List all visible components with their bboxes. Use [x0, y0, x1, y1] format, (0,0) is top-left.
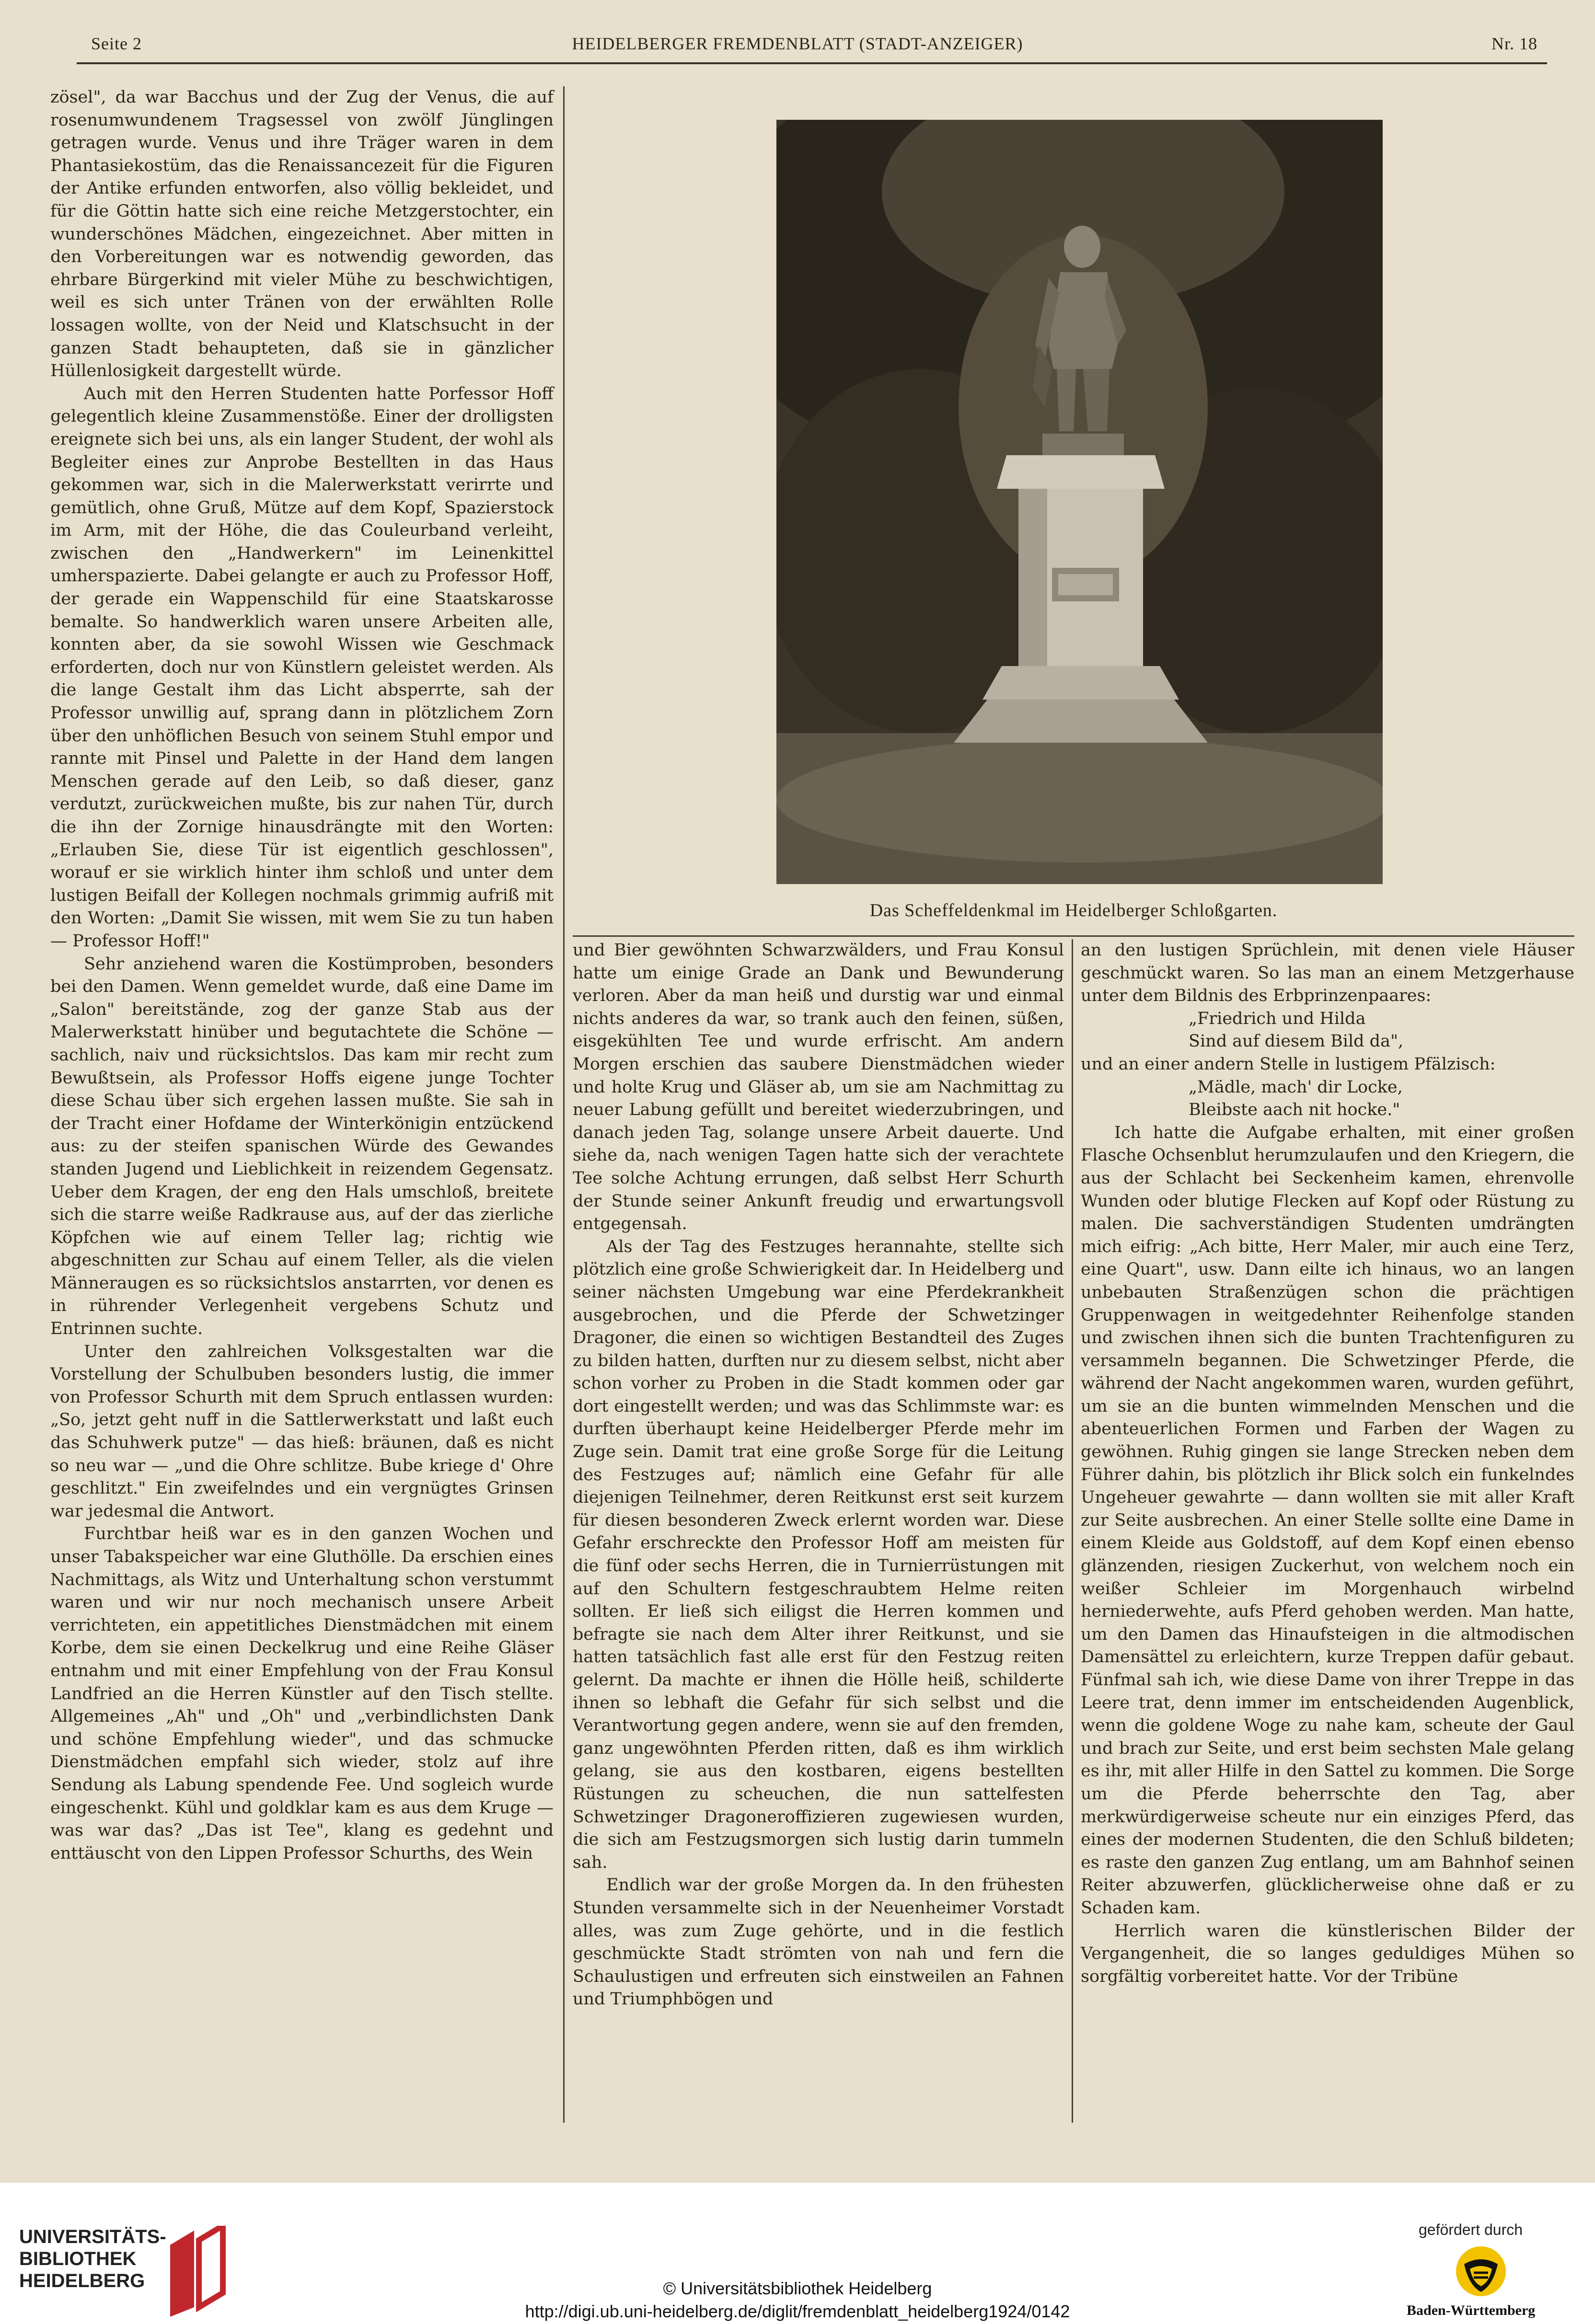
verse-line: Bleibste aach nit hocke." — [1189, 1100, 1400, 1120]
paragraph: Endlich war der große Morgen da. In den frühesten Stunden versammelte sich in der Neuenheimer Vorstadt alles, was zum Zuge gehörte, und in die festlich geschmückte Stadt strömten von nah und fern die Schaulustigen und erfreuten sich einstweilen an Fahnen und Triumphbögen und — [573, 1875, 1064, 2009]
paragraph: und an einer andern Stelle in lustigem Pfälzisch: — [1081, 1054, 1496, 1074]
header-rule — [77, 62, 1547, 64]
paragraph: und Bier gewöhnten Schwarzwälders, und Frau Konsul hatte um einige Grade an Dank und Bewunderung verloren. Aber da man heiß und durstig war und einmal nichts anderes da war, so trank auch den feinen, süßen, eisgekühlten Tee und wurde erfrischt. Am andern Morgen erschien das saubere Dienstmädchen wieder und holte Krug und Gläser ab, um sie am Nachmittag zu neuer Labung gefüllt und bereitet wiederzubringen, und danach jeden Tag, solange unsere Arbeit dauerte. Und siehe da, nach wenigen Tagen hatte sich der verachtete Tee solche Achtung errungen, daß selbst Herr Schurth der Stunde seiner Ankunft freudig und erwartungsvoll entgegensah. — [573, 941, 1064, 1234]
paragraph: zösel", da war Bacchus und der Zug der Venus, die auf rosenumwundenem Tragsessel von zwölf Jünglingen getragen wurde. Venus und ihre Träger waren in dem Phantasiekostüm, das die Renaissancezeit für die Figuren der Antike erfunden entworfen, also völlig bekleidet, und für die Göttin hatte sich eine reiche Metzgerstochter, ein wunderschönes Mädchen, eingezeichnet. Aber mitten in den Vorbereitungen war es notwendig geworden, das ehrbare Bürgerkind mit vieler Mühe zu beschwichtigen, weil es sich unter Tränen von der erwählten Rolle lossagen wollte, von der Neid und Klatschsucht in der ganzen Stadt behaupteten, daß sie in gänzlicher Hüllenlosigkeit dargestellt würde. — [50, 88, 554, 381]
caption-rule — [573, 935, 1574, 937]
paragraph: Unter den zahlreichen Volksgestalten war die Vorstellung der Schulbuben besonders lustig, die immer von Professor Schurth mit dem Spruch entlassen wurden: „So, jetzt geht nuff in die Sattlerwerkstatt und laßt euch das Schuhwerk putze" — das hieß: bräunen, daß es nicht so neu war — „und die Ohre schlitze. Bube kriege d' Ohre geschlitzt." Ein zweifelndes und ein vergnügtes Grinsen war jedesmal die Antwort. — [50, 1342, 554, 1521]
baden-wuerttemberg-crest-icon — [1455, 2245, 1507, 2298]
funded-by-label: gefördert durch — [1419, 2221, 1523, 2238]
permalink-url[interactable]: http://digi.ub.uni-heidelberg.de/diglit/fremdenblatt_heidelberg1924/0142 — [525, 2301, 1070, 2321]
copyright-notice: © Universitätsbibliothek Heidelberg — [663, 2278, 932, 2298]
paragraph: Furchtbar heiß war es in den ganzen Wochen und unser Tabakspeicher war eine Gluthölle. Da erschien eines Nachmittags, als Witz und Unterhaltung schon verstummt waren und wir nur noch mechanisch unsere Arbeit verrichteten, ein appetitliches Dienstmädchen mit einem Korbe, dem sie einen Deckelkrug und eine Reihe Gläser entnahm und mit einer Empfehlung von der Frau Konsul Landfried an die Herren Künstler auf den Tisch stellte. Allgemeines „Ah" und „Oh" und „verbindlichsten Dank und schöne Empfehlung wieder", und das schmucke Dienstmädchen empfahl sich wieder, stolz auf ihre Sendung als Labung spendende Fee. Und sogleich wurde eingeschenkt. Kühl und goldklar kam es aus dem Kruge — was war das? „Das ist Tee", klang es gedehnt und enttäuscht von den Lippen Professor Schurths, des Wein — [50, 1524, 554, 1863]
page-number: Seite 2 — [91, 34, 142, 53]
paragraph: Sehr anziehend waren die Kostümproben, besonders bei den Damen. Wenn gemeldet wurde, daß eine Dame im „Salon" bereitstände, zog der ganze Stab aus der Malerwerkstatt hinüber und begutachtete die Schöne — sachlich, naiv und rücksichtslos. Das kam mir recht zum Bewußtsein, als Professor Hoffs eigene junge Tochter diese Schau über sich ergehen lassen mußte. Sie sah in der Tracht einer Hofdame der Winterkönigin entzückend aus: zu der steifen spanischen Würde des Gewandes standen Jugend und Lieblichkeit in reizendem Gegensatz. Ueber dem Kragen, der eng den Hals umschloß, breitete sich die starre weiße Radkrause aus, auf der das zierliche Köpfchen wie auf einem Teller lag; richtig wie abgeschnitten zur Schau auf einem Teller, als die vielen Männeraugen es so rücksichtslos anstarrten, vor denen es in rührender Verlegenheit vergebens Schutz und Entrinnen suchte. — [50, 954, 554, 1339]
paragraph: an den lustigen Sprüchlein, mit denen viele Häuser geschmückt waren. So las man an einem Metzgerhause unter dem Bildnis des Erbprinzenpaares: — [1081, 941, 1574, 1006]
verse-line: „Friedrich und Hilda — [1189, 1009, 1366, 1028]
paragraph: Ich hatte die Aufgabe erhalten, mit einer großen Flasche Ochsenblut herumzulaufen und den Kriegern, die aus der Schlacht bei Seckenheim kamen, ehrenvolle Wunden oder blutige Flecken auf Kopf oder Rüstung zu malen. Die sachverständigen Studenten umdrängten mich eifrig: „Ach bitte, Herr Maler, mir auch eine Terz, eine Quart", usw. Dann eilte ich hinaus, wo an langen unbebauten Straßenzügen schon die prächtigen Gruppenwagen in weitgedehnter Reihenfolge standen und zwischen ihnen sich die bunten Trachtenfiguren zu versammeln begannen. Die Schwetzinger Pferde, die während der Nacht angekommen waren, wurden geführt, um sie an die bunten wimmelnden Menschen und die abenteuerlichen Formen und Farben der Wagen zu gewöhnen. Ruhig gingen sie lange Strecken neben dem Führer dahin, bis plötzlich ihr Blick solch ein funkelndes Ungeheuer gewahrte — dann wollten sie mit aller Kraft zur Seite ausbrechen. An einer Stelle sollte eine Dame in einem Kleide aus Goldstoff, auf dem Kopf einen ebenso glänzenden, riesigen Zuckerhut, von welchem noch ein weißer Schleier im Morgenhauch wirbelnd herniederwehte, aufs Pferd gehoben werden. Man hatte, um den Damen das Hinaufsteigen in die altmodischen Damensättel zu erleichtern, kurze Treppen dafür gebaut. Fünfmal sah ich, wie diese Dame von ihrer Treppe in das Leere trat, denn immer im entscheidenden Augenblick, wenn die goldene Woge zu nahe kam, scheute der Gaul und brach zur Seite, und erst beim sechsten Male gelang es ihr, mit aller Hilfe in den Sattel zu kommen. Die Sorge um die Pferde beherrschte den Tag, aber merkwürdigerweise scheute nur ein einziges Pferd, das eines der modernen Studenten, die den Schluß bildeten; es raste den ganzen Zug entlang, um am Bahnhof seinen Reiter abzuwerfen, glücklicherweise ohne daß er zu Schaden kam. — [1081, 1123, 1574, 1918]
paragraph: Als der Tag des Festzuges herannahte, stellte sich plötzlich eine große Schwierigkeit dar. In Heidelberg und seiner nächsten Umgebung war eine Pferdekrankheit ausgebrochen, und die Pferde der Schwetzinger Dragoner, die einen so wichtigen Bestandteil des Zuges zu bilden hatten, durften nur zu diesem selbst, nicht aber schon vorher zu Proben in die Stadt kommen oder gar dort eingestellt werden; und was das Schlimmste war: es durften überhaupt keine Heidelberger Pferde mehr im Zuge sein. Damit trat eine große Sorge für die Leitung des Festzuges auf; nämlich eine Gefahr für alle diejenigen Teilnehmer, deren Reitkunst erst seit kurzem für diesen besonderen Zweck erlernt worden war. Diese Gefahr erschreckte den Professor Hoff am meisten für die fünf oder sechs Herren, die in Turnierrüstungen mit auf den Schultern festgeschraubtem Helme reiten sollten. Er ließ sich eiligst die Herren kommen und befragte sie nach dem Alter ihrer Reitkunst, und sie hatten tatsächlich fast alle erst für den Festzug reiten gelernt. Da machte er ihnen die Hölle heiß, schilderte ihnen so lebhaft die Gefahr für sich selbst und die Verantwortung gegen andere, wenn sie auf den fremden, ganz ungewöhnten Pferden ritten, daß es ihm wirklich gelang, sie aus den kostbaren, eigens bestellten Rüstungen zu scheuchen, die nun sattelfesten Schwetzinger Dragoneroffizieren zugewiesen wurden, die sich am Festzugsmorgen sich lustig darin tummeln sah. — [573, 1237, 1064, 1872]
text-column-3 — [1081, 939, 1574, 1988]
digitization-footer — [0, 2183, 1595, 2324]
newspaper-title: HEIDELBERGER FREMDENBLATT (STADT-ANZEIGER) — [572, 34, 1023, 53]
issue-number: Nr. 18 — [1491, 34, 1537, 53]
verse-line: „Mädle, mach' dir Locke, — [1189, 1077, 1403, 1097]
verse-line: Sind auf diesem Bild da", — [1189, 1032, 1404, 1051]
funder-name: Baden-Württemberg — [1407, 2302, 1536, 2318]
column-divider — [1072, 939, 1073, 2123]
paragraph: Herrlich waren die künstlerischen Bilder der Vergangenheit, die so langes geduldiges Mühen so sorgfältig vorbereitet hatte. Vor der Tribüne — [1081, 1921, 1574, 1986]
scheffel-monument-photo — [776, 120, 1383, 884]
text-column-1 — [50, 86, 554, 1865]
text-column-2 — [573, 939, 1064, 2011]
figure-caption: Das Scheffeldenkmal im Heidelberger Schloßgarten. — [869, 900, 1278, 920]
library-name: UNIVERSITÄTS- BIBLIOTHEK HEIDELBERG — [19, 2226, 166, 2291]
paragraph: Auch mit den Herren Studenten hatte Porfessor Hoff gelegentlich kleine Zusammenstöße. Einer der drolligsten ereignete sich bei uns, als ein langer Student, der wohl als Begleiter eines zur Anprobe Bestellten in das Haus gekommen war, sich in die Malerwerkstatt verirrte und gemütlich, ohne Gruß, Mütze auf dem Kopf, Spazierstock im Arm, mit der Höhe, die das Couleurband verleiht, zwischen den „Handwerkern" im Leinenkittel umherspazierte. Dabei gelangte er auch zu Professor Hoff, der gerade ein Wappenschild für eine Staatskarosse bemalte. So handwerklich waren unsere Arbeiten alle, konnten aber, da sie sowohl Wissen wie Geschmack erforderten, doch nur von Künstlern geleistet werden. Als die lange Gestalt ihm das Licht absperrte, sah der Professor unwillig auf, sprang dann in plötzlichem Zorn über den unhöflichen Besuch von seinem Stuhl empor und rannte mit Pinsel und Palette in der Hand dem langen Menschen gerade auf den Leib, so daß dieser, ganz verdutzt, zurückweichen mußte, bis zur nahen Tür, durch die ihn der Zornige hinausdrängte mit den Worten: „Erlauben Sie, diese Tür ist eigentlich geschlossen", worauf er sie wirklich hinter ihm schloß und unter dem lustigen Beifall der Kollegen nochmals grimmig aufriß mit den Worten: „Damit Sie wissen, mit wem Sie zu tun haben — Professor Hoff!" — [50, 384, 554, 951]
column-divider — [563, 86, 565, 2123]
